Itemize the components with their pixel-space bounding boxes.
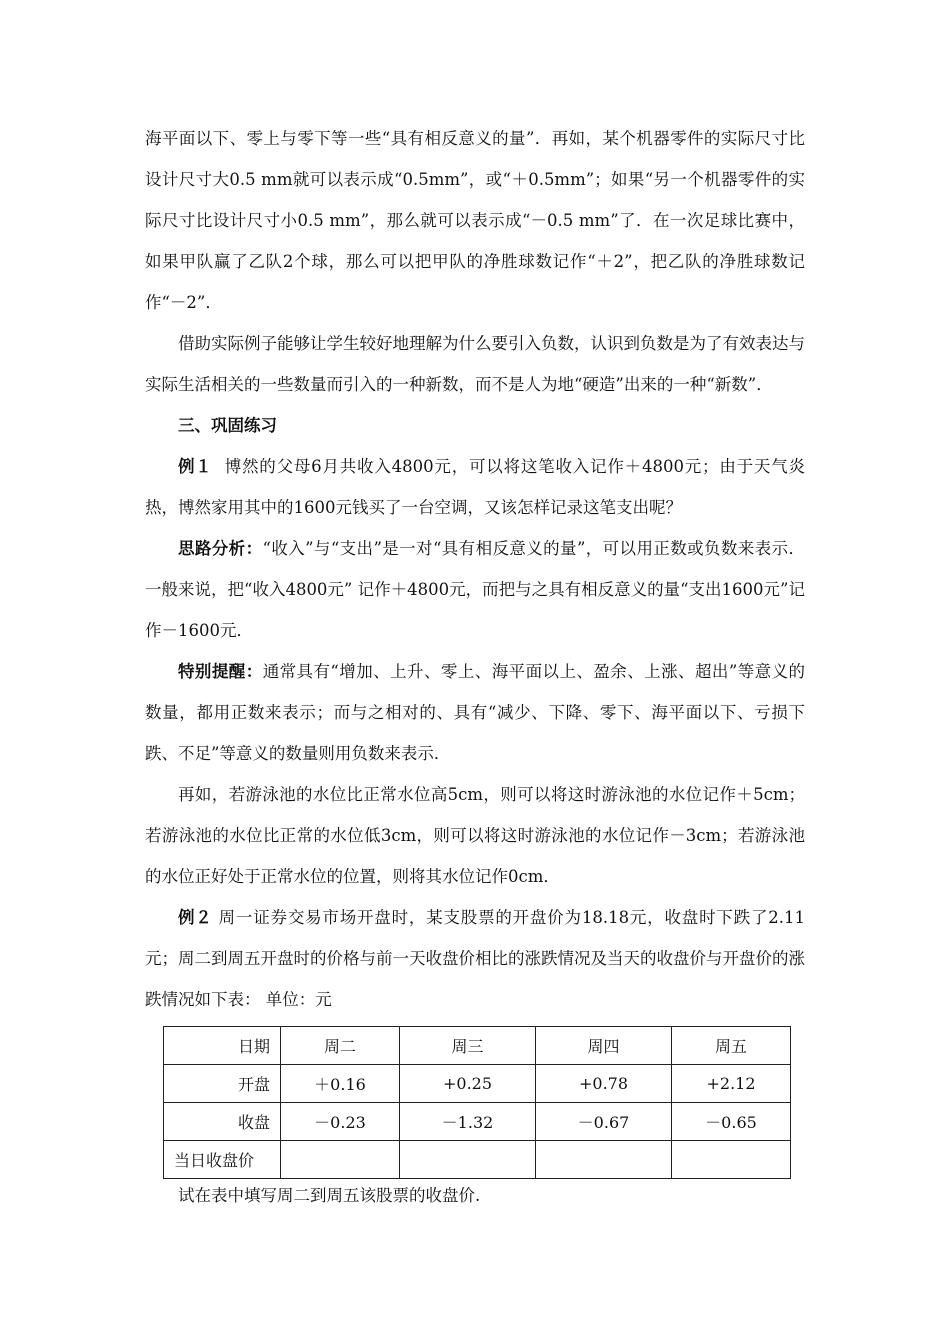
price-table bbox=[163, 1026, 791, 1179]
table-cell: －1.32 bbox=[400, 1103, 536, 1141]
table-cell: －0.23 bbox=[281, 1103, 400, 1141]
pool-paragraph: 再如，若游泳池的水位比正常水位高5cm，则可以将这时游泳池的水位记作＋5cm；若游泳池的水位比正常的水位低3cm，则可以将这时游泳池的水位记作－3cm；若游泳池的水位正好处于正常水位的位置，则将其水位记作0cm． bbox=[145, 785, 805, 886]
table-cell-empty bbox=[672, 1141, 791, 1179]
table-cell-empty bbox=[400, 1141, 536, 1179]
table-cell: －0.67 bbox=[536, 1103, 672, 1141]
table-header-cell: 周三 bbox=[400, 1027, 536, 1065]
table-row-label: 开盘 bbox=[164, 1065, 281, 1103]
intro-paragraph: 海平面以下、零上与零下等一些“具有相反意义的量”．再如，某个机器零件的实际尺寸比设计尺寸大0.5 mm就可以表示成“0.5mm”，或“＋0.5mm”；如果“另一个机器零件的实际尺寸比设计尺寸小0.5 mm”，那么就可以表示成“－0.5 mm”了．在一次足球比赛中，如果甲队赢了乙队2个球，那么可以把甲队的净胜球数记作“＋2”，把乙队的净胜球数记作“－2”． bbox=[145, 129, 805, 312]
table-row bbox=[164, 1065, 791, 1103]
analysis bbox=[145, 528, 805, 651]
example-1-label: 例１ bbox=[178, 457, 213, 476]
table-cell-empty bbox=[536, 1141, 672, 1179]
example-1-text: 博然的父母6月共收入4800元，可以将这笔收入记作＋4800元；由于天气炎热，博然家用其中的1600元钱买了一台空调，又该怎样记录这笔支出呢？ bbox=[145, 457, 806, 517]
table-row bbox=[164, 1141, 791, 1179]
table-row bbox=[164, 1103, 791, 1141]
example-1 bbox=[145, 446, 805, 528]
analysis-text: “收入”与“支出”是一对“具有相反意义的量”，可以用正数或负数来表示．一般来说，把“收入4800元” 记作＋4800元，而把与之具有相反意义的量“支出1600元”记作－1600元． bbox=[145, 539, 806, 640]
analysis-label: 思路分析： bbox=[178, 539, 263, 558]
intro-paragraph-2: 借助实际例子能够让学生较好地理解为什么要引入负数，认识到负数是为了有效表达与实际生活相关的一些数量而引入的一种新数，而不是人为地“硬造”出来的一种“新数”． bbox=[145, 334, 805, 394]
table-cell: ＋0.16 bbox=[281, 1065, 400, 1103]
table-cell: －0.65 bbox=[672, 1103, 791, 1141]
table-cell-empty bbox=[281, 1141, 400, 1179]
example-2 bbox=[145, 897, 805, 1020]
table-cell: +0.25 bbox=[400, 1065, 536, 1103]
reminder-label: 特别提醒： bbox=[178, 662, 263, 681]
document-body bbox=[145, 118, 805, 1211]
table-row-label: 收盘 bbox=[164, 1103, 281, 1141]
table-cell: +0.78 bbox=[536, 1065, 672, 1103]
table-header-cell: 周四 bbox=[536, 1027, 672, 1065]
section-heading: 三、巩固练习 bbox=[178, 416, 277, 435]
reminder bbox=[145, 651, 805, 774]
table-header-label: 日期 bbox=[164, 1027, 281, 1065]
table-header-cell: 周二 bbox=[281, 1027, 400, 1065]
table-cell: +2.12 bbox=[672, 1065, 791, 1103]
table-header-cell: 周五 bbox=[672, 1027, 791, 1065]
example-2-label: 例２ bbox=[178, 908, 213, 927]
example-2-text: 周一证券交易市场开盘时，某支股票的开盘价为18.18元，收盘时下跌了2.11元；周二到周五开盘时的价格与前一天收盘价相比的涨跌情况及当天的收盘价与开盘价的涨跌情况如下表： 单位：元 bbox=[145, 908, 805, 1009]
reminder-text: 通常具有“增加、上升、零上、海平面以上、盈余、上涨、超出”等意义的数量，都用正数来表示；而与之相对的、具有“减少、下降、零下、海平面以下、亏损下跌、不足”等意义的数量则用负数来表示． bbox=[145, 662, 806, 763]
table-header-row bbox=[164, 1027, 791, 1065]
task-instruction: 试在表中填写周二到周五该股票的收盘价. bbox=[178, 1186, 481, 1205]
table-row-label: 当日收盘价 bbox=[164, 1141, 281, 1179]
